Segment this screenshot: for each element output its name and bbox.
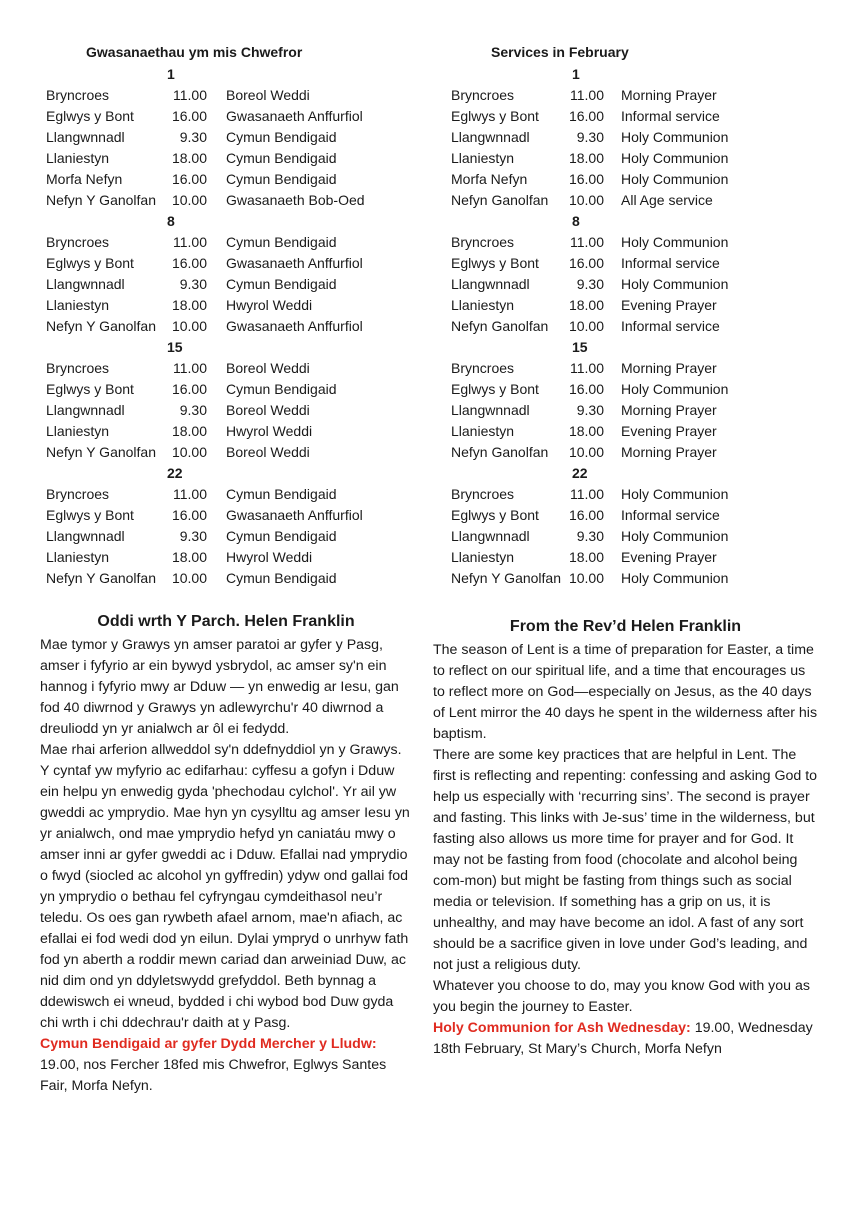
service-type: Morning Prayer (621, 444, 717, 460)
service-time: 16.00 (171, 171, 207, 187)
church-name: Eglwys y Bont (46, 108, 134, 124)
service-row (46, 127, 426, 148)
service-type: Hwyrol Weddi (226, 297, 313, 313)
service-row (451, 106, 831, 127)
service-row (46, 274, 426, 295)
service-time: 16.00 (568, 507, 604, 523)
church-name: Nefyn Y Ganolfan (46, 192, 157, 208)
service-type: Cymun Bendigaid (226, 276, 337, 292)
church-name: Bryncroes (46, 87, 110, 103)
service-type: Cymun Bendigaid (226, 381, 337, 397)
week-date: 15 (167, 339, 183, 355)
church-name: Llangwnnadl (46, 528, 125, 544)
service-time: 11.00 (173, 360, 207, 376)
service-type: Gwasanaeth Anffurfiol (226, 507, 363, 523)
service-time: 16.00 (171, 108, 207, 124)
service-row (451, 148, 831, 169)
church-name: Bryncroes (46, 486, 110, 502)
service-type: Morning Prayer (621, 402, 717, 418)
service-row (46, 295, 426, 316)
welsh-notice (40, 1034, 412, 1097)
service-row (451, 127, 831, 148)
service-type: Holy Communion (621, 234, 729, 250)
service-time: 11.00 (570, 234, 604, 250)
service-row (451, 379, 831, 400)
service-row (46, 232, 426, 253)
service-type: Cymun Bendigaid (226, 171, 337, 187)
service-time: 11.00 (570, 486, 604, 502)
service-row (46, 358, 426, 379)
church-name: Llaniestyn (46, 549, 110, 565)
service-type: Boreol Weddi (226, 360, 310, 376)
church-name: Nefyn Y Ganolfan (46, 570, 157, 586)
service-time: 18.00 (171, 549, 207, 565)
english-notice (433, 1018, 818, 1060)
english-letter (433, 616, 818, 1060)
service-time: 9.30 (576, 528, 604, 544)
service-time: 9.30 (179, 528, 207, 544)
service-time: 10.00 (568, 570, 604, 586)
service-row (46, 421, 426, 442)
service-time: 9.30 (179, 276, 207, 292)
service-time: 18.00 (568, 423, 604, 439)
week-date: 22 (572, 465, 588, 481)
welsh-letter-heading: Oddi wrth Y Parch. Helen Franklin (97, 613, 355, 630)
service-type: Gwasanaeth Anffurfiol (226, 255, 363, 271)
english-schedule-title: Services in February (491, 44, 629, 60)
church-name: Llaniestyn (451, 150, 515, 166)
welsh-schedule-title: Gwasanaethau ym mis Chwefror (86, 44, 303, 60)
church-name: Eglwys y Bont (46, 381, 134, 397)
service-type: Morning Prayer (621, 87, 717, 103)
service-type: Cymun Bendigaid (226, 129, 337, 145)
service-type: Gwasanaeth Anffurfiol (226, 108, 363, 124)
service-type: Holy Communion (621, 486, 729, 502)
service-row (451, 526, 831, 547)
service-type: Holy Communion (621, 528, 729, 544)
service-type: Evening Prayer (621, 423, 717, 439)
service-row (451, 421, 831, 442)
church-name: Llaniestyn (451, 297, 515, 313)
service-row (451, 169, 831, 190)
welsh-letter-paragraph: Mae rhai arferion allweddol sy'n ddefnyddiol yn y Grawys. Y cyntaf yw myfyrio ac edifarhau: cyffesu a gofyn i Dduw ein helpu yn enwedig gyda 'phechodau cylchol'. Yr ail yw gweddi ac ymprydio. Mae hyn yn cysylltu ag amser Iesu yn yr anialwch, ond mae ymprydio hefyd yn caniatáu mwy o amser inni ar gyfer gweddi ac i Dduw. Efallai nad ymprydio o fwyd (siocled ac alcohol yn gyffredin) ydyw ond gallai fod yn ymprydio o bethau fel cyfryngau cymdeithasol neu’r teledu. Os oes gan rywbeth afael arnom, mae'n afiach, ac efallai ei fod wedi dod yn eilun. Dylai ympryd o unrhyw fath fod yn aberth a roddir mewn cariad dan arweiniad Duw, ac nid dim ond yn ddyletswydd grefyddol. Beth bynnag a ddewiswch ei wneud, bydded i chi wybod bod Duw gyda chi wrth i chi ddechrau'r daith at y Pasg. (40, 742, 410, 1031)
service-type: Gwasanaeth Anffurfiol (226, 318, 363, 334)
service-row (46, 148, 426, 169)
church-name: Morfa Nefyn (451, 171, 528, 187)
service-row (451, 484, 831, 505)
week-date: 15 (572, 339, 588, 355)
service-time: 9.30 (179, 402, 207, 418)
church-name: Llangwnnadl (451, 276, 530, 292)
service-type: Hwyrol Weddi (226, 423, 313, 439)
service-time: 11.00 (173, 486, 207, 502)
service-time: 18.00 (171, 150, 207, 166)
service-type: Cymun Bendigaid (226, 570, 337, 586)
church-name: Llaniestyn (46, 423, 110, 439)
service-row (451, 232, 831, 253)
service-time: 16.00 (568, 381, 604, 397)
week-date: 22 (167, 465, 183, 481)
church-name: Llaniestyn (46, 150, 110, 166)
service-type: Gwasanaeth Bob-Oed (226, 192, 365, 208)
service-row (46, 190, 426, 211)
service-type: Boreol Weddi (226, 402, 310, 418)
church-name: Nefyn Y Ganolfan (451, 570, 562, 586)
service-time: 18.00 (171, 423, 207, 439)
service-time: 11.00 (570, 87, 604, 103)
service-row (451, 316, 831, 337)
service-row (46, 379, 426, 400)
service-row (46, 442, 426, 463)
church-name: Nefyn Y Ganolfan (46, 318, 157, 334)
service-row (46, 484, 426, 505)
service-type: Boreol Weddi (226, 87, 310, 103)
service-row (451, 442, 831, 463)
service-type: Hwyrol Weddi (226, 549, 313, 565)
church-name: Eglwys y Bont (46, 255, 134, 271)
service-row (451, 253, 831, 274)
service-row (46, 505, 426, 526)
service-type: Cymun Bendigaid (226, 234, 337, 250)
service-row (451, 505, 831, 526)
service-time: 10.00 (568, 318, 604, 334)
service-row (46, 400, 426, 421)
service-row (451, 274, 831, 295)
week-date: 8 (572, 213, 580, 229)
service-type: Evening Prayer (621, 549, 717, 565)
english-letter-paragraph: The season of Lent is a time of preparation for Easter, a time to reflect on our spiritual life, and a time that encourages us to reflect more on God—especially on Jesus, as the 40 days of Lent mirror the 40 days he spent in the wilderness after his baptism. (433, 642, 818, 742)
service-time: 9.30 (576, 276, 604, 292)
week-date: 1 (572, 66, 580, 82)
service-row (451, 358, 831, 379)
service-time: 16.00 (568, 108, 604, 124)
church-name: Llaniestyn (46, 297, 110, 313)
service-time: 16.00 (171, 381, 207, 397)
week-date: 1 (167, 66, 175, 82)
service-time: 11.00 (173, 234, 207, 250)
service-time: 10.00 (171, 444, 207, 460)
service-type: Informal service (621, 108, 720, 124)
church-name: Eglwys y Bont (451, 381, 539, 397)
service-row (451, 295, 831, 316)
service-row (46, 106, 426, 127)
church-name: Morfa Nefyn (46, 171, 123, 187)
service-type: Boreol Weddi (226, 444, 310, 460)
service-type: Holy Communion (621, 381, 729, 397)
english-schedule (451, 64, 831, 589)
service-row (46, 85, 426, 106)
church-name: Llangwnnadl (46, 402, 125, 418)
service-time: 11.00 (570, 360, 604, 376)
church-name: Nefyn Ganolfan (451, 192, 549, 208)
service-time: 9.30 (576, 402, 604, 418)
service-row (46, 547, 426, 568)
service-row (46, 316, 426, 337)
service-row (451, 400, 831, 421)
english-letter-paragraph: Whatever you choose to do, may you know God with you as you begin the journey to Easter. (433, 978, 810, 1015)
church-name: Bryncroes (451, 234, 515, 250)
church-name: Bryncroes (46, 360, 110, 376)
service-row (451, 85, 831, 106)
english-notice-text: 19.00, Wednesday 18th February, St Mary’s Church, Morfa Nefyn (433, 1020, 813, 1057)
church-name: Eglwys y Bont (451, 108, 539, 124)
church-name: Llaniestyn (451, 549, 515, 565)
service-type: Holy Communion (621, 171, 729, 187)
church-name: Eglwys y Bont (46, 507, 134, 523)
church-name: Nefyn Ganolfan (451, 444, 549, 460)
service-row (451, 190, 831, 211)
church-name: Bryncroes (46, 234, 110, 250)
service-type: Evening Prayer (621, 297, 717, 313)
service-time: 18.00 (568, 150, 604, 166)
service-time: 16.00 (171, 255, 207, 271)
english-letter-paragraph: There are some key practices that are helpful in Lent. The first is reflecting and repenting: confessing and asking God to help us especially with ‘recurring sins’. The second is prayer and fasting. This links with Je-sus’ time in the wilderness, but fasting also allows us more time for prayer and for God. It may not be fasting from food (chocolate and alcohol being com-mon) but might be fasting from things such as social media or television. If something has a grip on us, it is unhealthy, and may have become an idol. A fast of any sort should be a sacrifice given in love under God’s leading, and not just a religious duty. (433, 747, 818, 973)
service-row (46, 253, 426, 274)
welsh-letter (40, 611, 412, 1097)
church-name: Bryncroes (451, 360, 515, 376)
service-type: Holy Communion (621, 570, 729, 586)
church-name: Eglwys y Bont (451, 255, 539, 271)
welsh-letter-paragraph: Mae tymor y Grawys yn amser paratoi ar gyfer y Pasg, amser i fyfyrio ar ein bywyd ysbrydol, ac amser sy'n ein hannog i fyfyrio mwy ar Dduw — yn enwedig ar Iesu, gan fod 40 diwrnod y Grawys yn adlewyrchu'r 40 diwrnod a dreuliodd yn yr anialwch ar ôl ei fedydd. (40, 637, 399, 737)
service-time: 10.00 (171, 570, 207, 586)
service-time: 16.00 (171, 507, 207, 523)
service-type: All Age service (621, 192, 713, 208)
week-date: 8 (167, 213, 175, 229)
service-type: Informal service (621, 318, 720, 334)
service-time: 11.00 (173, 87, 207, 103)
service-time: 18.00 (171, 297, 207, 313)
english-notice-label: Holy Communion for Ash Wednesday: (433, 1020, 691, 1036)
service-type: Holy Communion (621, 150, 729, 166)
service-time: 18.00 (568, 549, 604, 565)
service-time: 10.00 (568, 192, 604, 208)
service-row (451, 547, 831, 568)
church-name: Llangwnnadl (451, 528, 530, 544)
service-time: 10.00 (568, 444, 604, 460)
service-type: Cymun Bendigaid (226, 150, 337, 166)
service-time: 10.00 (171, 192, 207, 208)
church-name: Llangwnnadl (46, 129, 125, 145)
church-name: Llangwnnadl (451, 129, 530, 145)
service-row (46, 568, 426, 589)
welsh-notice-text: 19.00, nos Fercher 18fed mis Chwefror, Eglwys Santes Fair, Morfa Nefyn. (40, 1057, 387, 1094)
service-row (46, 526, 426, 547)
church-name: Eglwys y Bont (451, 507, 539, 523)
church-name: Llangwnnadl (46, 276, 125, 292)
service-type: Informal service (621, 255, 720, 271)
service-time: 16.00 (568, 171, 604, 187)
welsh-schedule (46, 64, 426, 589)
service-type: Cymun Bendigaid (226, 486, 337, 502)
church-name: Llaniestyn (451, 423, 515, 439)
church-name: Nefyn Y Ganolfan (46, 444, 157, 460)
service-type: Holy Communion (621, 129, 729, 145)
service-time: 18.00 (568, 297, 604, 313)
service-row (46, 169, 426, 190)
service-time: 10.00 (171, 318, 207, 334)
service-type: Holy Communion (621, 276, 729, 292)
church-name: Bryncroes (451, 486, 515, 502)
service-row (451, 568, 831, 589)
service-time: 9.30 (576, 129, 604, 145)
english-letter-heading: From the Rev’d Helen Franklin (509, 618, 742, 635)
service-type: Morning Prayer (621, 360, 717, 376)
church-name: Nefyn Ganolfan (451, 318, 549, 334)
service-type: Cymun Bendigaid (226, 528, 337, 544)
welsh-notice-label: Cymun Bendigaid ar gyfer Dydd Mercher y Lludw: (40, 1036, 377, 1052)
service-type: Informal service (621, 507, 720, 523)
service-time: 16.00 (568, 255, 604, 271)
church-name: Llangwnnadl (451, 402, 530, 418)
service-time: 9.30 (179, 129, 207, 145)
church-name: Bryncroes (451, 87, 515, 103)
